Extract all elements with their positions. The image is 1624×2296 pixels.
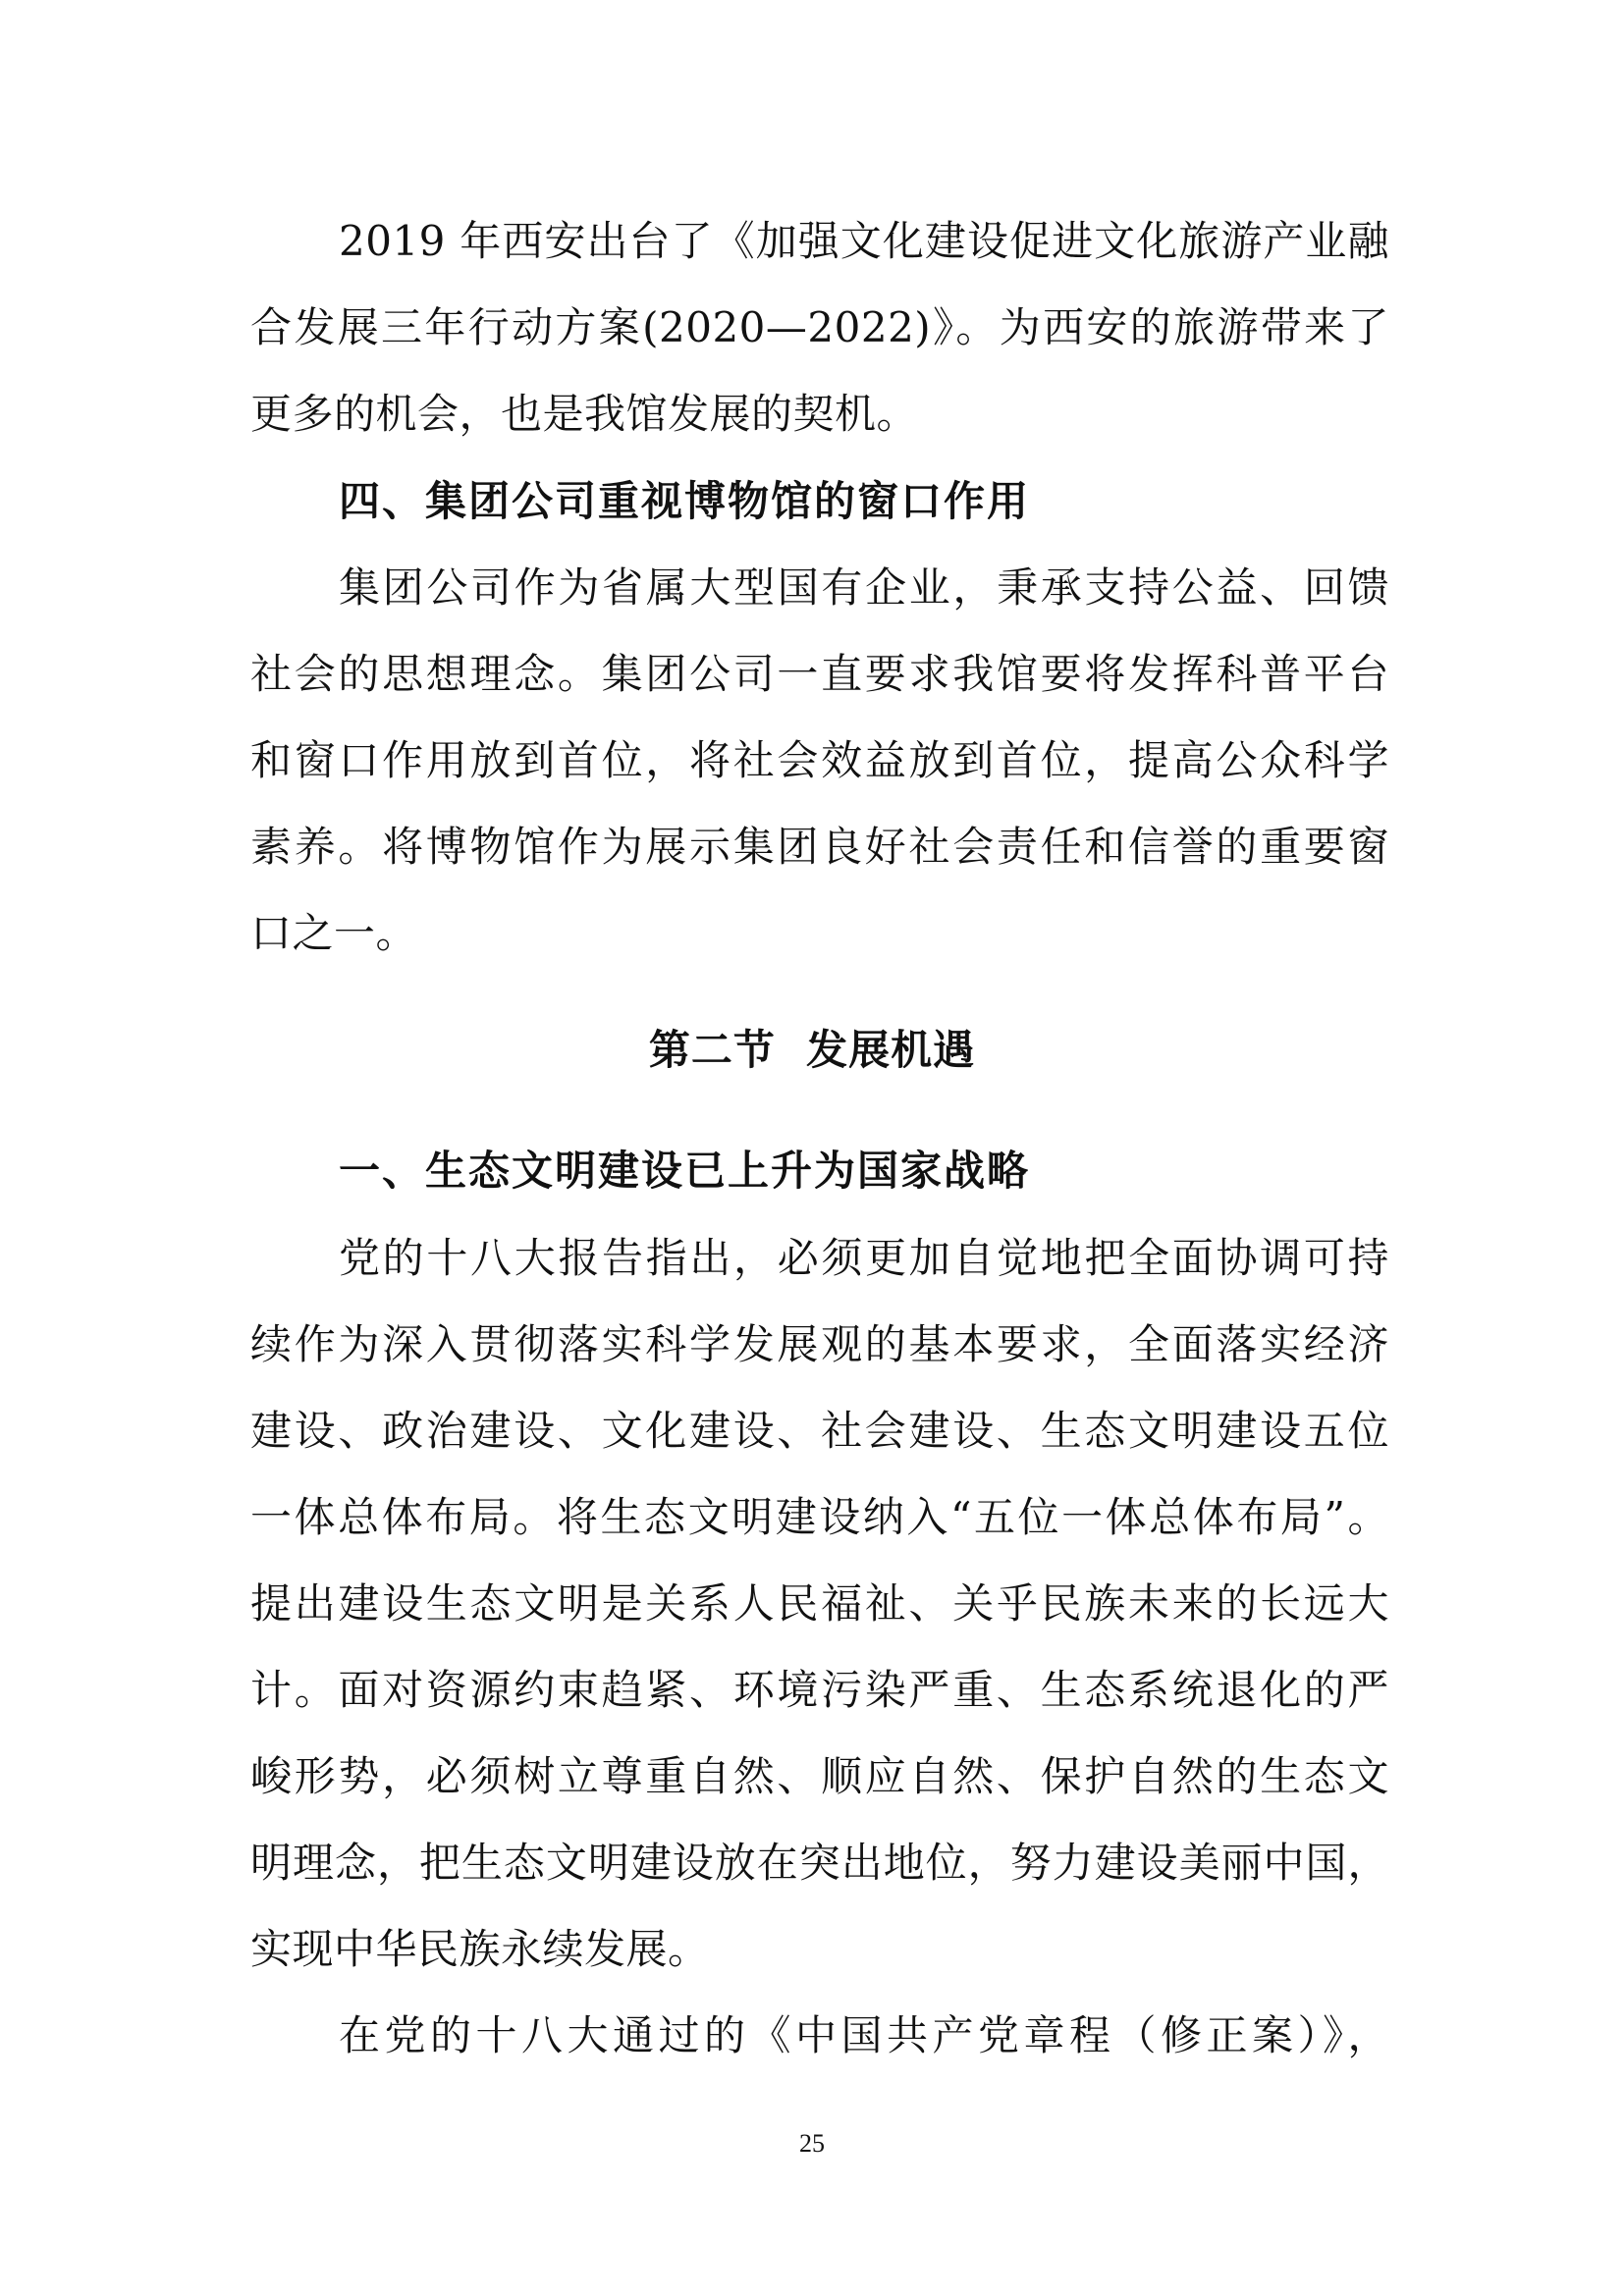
paragraph-3-line-3: 建设、政治建设、文化建设、社会建设、生态文明建设五位 bbox=[250, 1407, 1389, 1455]
paragraph-1-line-3: 更多的机会，也是我馆发展的契机。 bbox=[250, 390, 919, 438]
paragraph-3-line-9: 实现中华民族永续发展。 bbox=[250, 1925, 710, 1973]
paragraph-1-line-1: 2019 年西安出台了《加强文化建设促进文化旅游产业融 bbox=[339, 217, 1389, 265]
page-number: 25 bbox=[799, 2129, 825, 2158]
subsection-heading-4: 四、集团公司重视博物馆的窗口作用 bbox=[339, 477, 1031, 525]
paragraph-2-line-2: 社会的思想理念。集团公司一直要求我馆要将发挥科普平台 bbox=[250, 650, 1389, 698]
paragraph-1-line-2: 合发展三年行动方案(2020—2022)》。为西安的旅游带来了 bbox=[250, 303, 1389, 351]
paragraph-2-line-3: 和窗口作用放到首位，将社会效益放到首位，提高公众科学 bbox=[250, 736, 1389, 784]
paragraph-2-line-1: 集团公司作为省属大型国有企业，秉承支持公益、回馈 bbox=[339, 563, 1389, 612]
paragraph-3-line-2: 续作为深入贯彻落实科学发展观的基本要求，全面落实经济 bbox=[250, 1320, 1389, 1368]
paragraph-3-line-5: 提出建设生态文明是关系人民福祉、关乎民族未来的长远大 bbox=[250, 1579, 1389, 1628]
paragraph-2-line-5: 口之一。 bbox=[250, 909, 418, 957]
paragraph-3-line-8: 明理念，把生态文明建设放在突出地位，努力建设美丽中国， bbox=[250, 1839, 1389, 1887]
paragraph-4-line-1: 在党的十八大通过的《中国共产党章程（修正案）》， bbox=[339, 2011, 1389, 2059]
subsection-heading-1: 一、生态文明建设已上升为国家战略 bbox=[339, 1147, 1031, 1195]
section-title: 第二节 发展机遇 bbox=[648, 1026, 976, 1074]
paragraph-3-line-1: 党的十八大报告指出，必须更加自觉地把全面协调可持 bbox=[339, 1234, 1389, 1282]
paragraph-3-line-6: 计。面对资源约束趋紧、环境污染严重、生态系统退化的严 bbox=[250, 1666, 1389, 1714]
paragraph-3-line-4: 一体总体布局。将生态文明建设纳入“五位一体总体布局”。 bbox=[250, 1493, 1389, 1541]
paragraph-3-line-7: 峻形势，必须树立尊重自然、顺应自然、保护自然的生态文 bbox=[250, 1752, 1389, 1800]
paragraph-2-line-4: 素养。将博物馆作为展示集团良好社会责任和信誉的重要窗 bbox=[250, 823, 1389, 871]
